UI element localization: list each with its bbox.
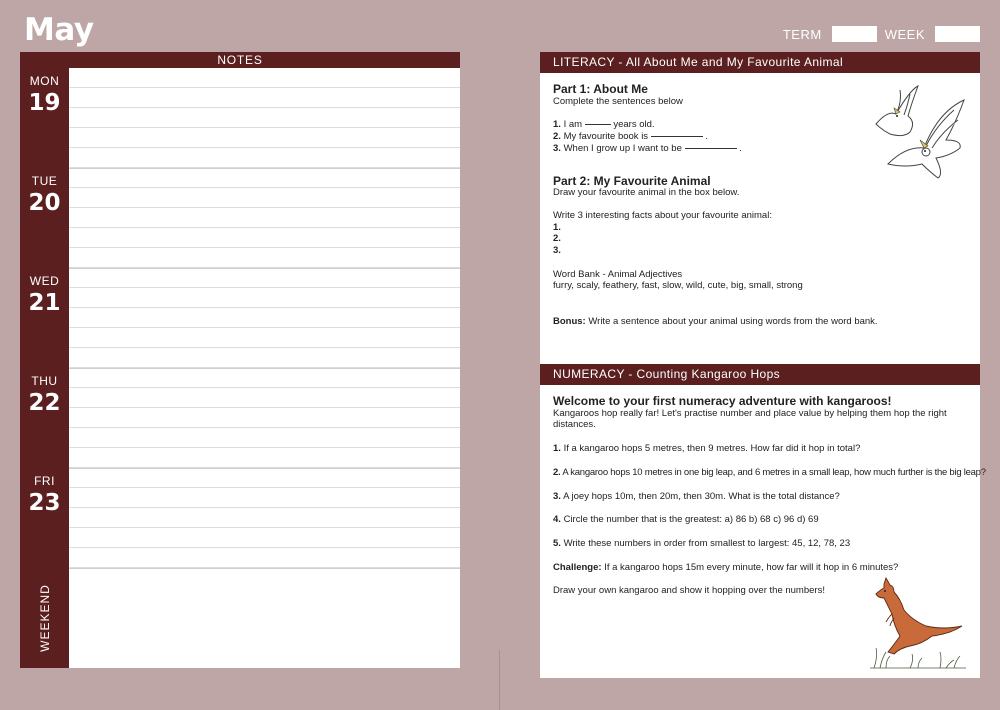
term-label: TERM [782, 26, 822, 42]
sentence-2: 2. My favourite book is . [553, 131, 708, 143]
part1-intro: Complete the sentences below [553, 95, 683, 107]
numeracy-intro: Kangaroos hop really far! Let's practise number and place value by helping them hop the right distances. [553, 407, 947, 431]
fact-line: 1. [553, 221, 561, 233]
answer-blank[interactable] [685, 148, 737, 149]
note-lines[interactable] [69, 468, 460, 568]
day-number: 20 [28, 190, 61, 216]
part2-intro: Draw your favourite animal in the box below. [553, 187, 740, 199]
fact-line: 3. [553, 245, 561, 257]
sentence-1: 1. I am years old. [553, 119, 655, 131]
numeracy-panel [540, 364, 986, 678]
day-number: 19 [28, 90, 61, 116]
day-number: 21 [28, 290, 61, 316]
literacy-panel [540, 52, 980, 364]
day-name: FRI [34, 474, 55, 488]
day-row-thu [20, 368, 460, 468]
question-2: 2. A kangaroo hops 10 metres in one big leap, and 6 metres in a small leap, how much further is the big leap? [553, 466, 986, 478]
note-lines[interactable] [69, 268, 460, 368]
day-name: TUE [31, 174, 58, 188]
day-row-fri [20, 468, 460, 568]
day-name: MON [29, 74, 60, 88]
part2-title: Part 2: My Favourite Animal [553, 173, 711, 188]
weekend-label [20, 568, 69, 668]
numeracy-welcome: Welcome to your first numeracy adventure with kangaroos! [553, 394, 892, 408]
answer-blank[interactable] [651, 136, 703, 137]
day-name: THU [31, 374, 58, 388]
numeracy-content [540, 385, 986, 597]
sentence-3: 3. When I grow up I want to be . [553, 142, 742, 154]
day-label [20, 268, 69, 368]
day-number: 23 [28, 490, 61, 516]
note-lines[interactable] [69, 368, 460, 468]
weekend-text: WEEKEND [37, 584, 52, 652]
month-title: May [24, 12, 94, 48]
day-label [20, 168, 69, 268]
day-row-tue [20, 168, 460, 268]
challenge: Challenge: If a kangaroo hops 15m every minute, how far will it hop in 6 minutes? [553, 561, 899, 573]
day-number: 22 [28, 390, 61, 416]
day-label [20, 68, 69, 168]
literacy-header: LITERACY - All About Me and My Favourite Animal [540, 52, 980, 73]
week-input[interactable] [935, 26, 980, 42]
day-label [20, 368, 69, 468]
day-row-mon [20, 68, 460, 168]
day-label [20, 468, 69, 568]
cockatoo-icon [866, 82, 970, 186]
part1-title: Part 1: About Me [553, 82, 648, 96]
weekend-notes-area[interactable] [69, 568, 460, 668]
numeracy-header: NUMERACY - Counting Kangaroo Hops [540, 364, 980, 385]
word-bank-title: Word Bank - Animal Adjectives [553, 268, 683, 280]
facts-intro: Write 3 interesting facts about your favourite animal: [553, 209, 772, 221]
question-5: 5. Write these numbers in order from smallest to largest: 45, 12, 78, 23 [553, 537, 851, 549]
day-name: WED [29, 274, 60, 288]
notes-panel [20, 52, 460, 668]
question-4: 4. Circle the number that is the greatest: a) 86 b) 68 c) 96 d) 69 [553, 514, 819, 526]
day-row-wed [20, 268, 460, 368]
note-lines[interactable] [69, 168, 460, 268]
kangaroo-icon [870, 576, 966, 670]
draw-prompt: Draw your own kangaroo and show it hopping over the numbers! [553, 585, 825, 597]
note-lines[interactable] [69, 68, 460, 168]
answer-blank[interactable] [585, 124, 611, 125]
bonus-task: Bonus: Write a sentence about your animal using words from the word bank. [553, 316, 878, 328]
question-3: 3. A joey hops 10m, then 20m, then 30m. What is the total distance? [553, 490, 840, 502]
notes-header: NOTES [20, 52, 460, 68]
term-input[interactable] [832, 26, 877, 42]
term-week-fields [783, 26, 980, 42]
word-bank-list: furry, scaly, feathery, fast, slow, wild, cute, big, small, strong [553, 280, 803, 292]
fact-line: 2. [553, 233, 561, 245]
question-1: 1. If a kangaroo hops 5 metres, then 9 metres. How far did it hop in total? [553, 443, 861, 455]
week-label: WEEK [884, 26, 925, 42]
page-spine [499, 650, 500, 710]
